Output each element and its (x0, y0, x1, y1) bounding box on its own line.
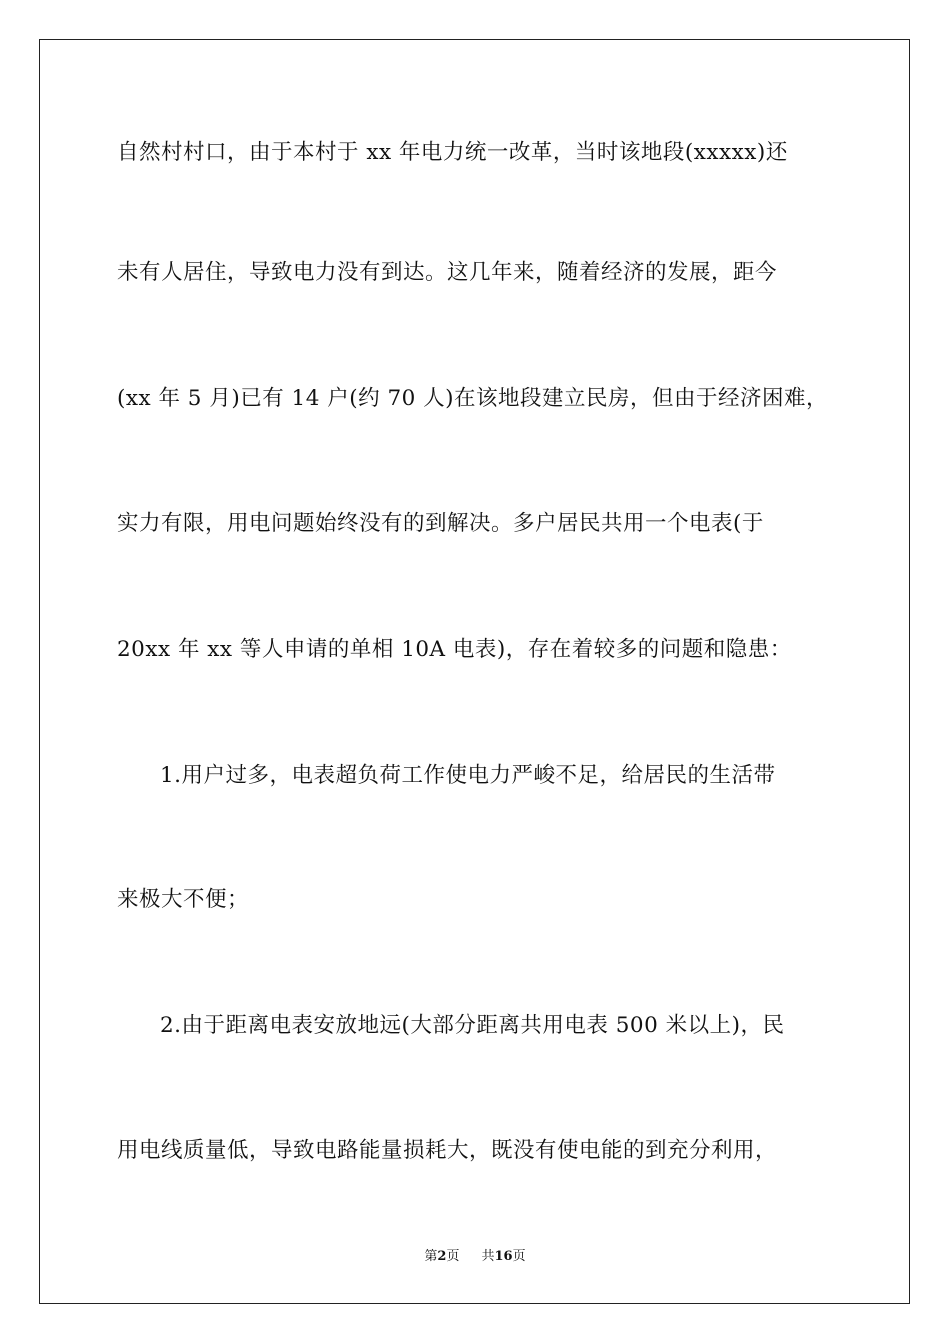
list-item-2-line-2: 用电线质量低，导致电路能量损耗大，既没有使电能的到充分利用， (117, 1138, 778, 1163)
list-item-1-line-2: 来极大不便； (117, 887, 250, 912)
page-footer (0, 1248, 950, 1266)
footer-total-prefix: 共 (481, 1249, 495, 1264)
footer-total-pages: 16 (494, 1249, 513, 1264)
body-line-5: 20xx 年 xx 等人申请的单相 10A 电表)，存在着较多的问题和隐患： (117, 637, 792, 662)
body-line-1: 自然村村口，由于本村于 xx 年电力统一改革，当时该地段(xxxxx)还 (117, 140, 788, 165)
body-line-3: (xx 年 5 月)已有 14 户(约 70 人)在该地段建立民房，但由于经济困难， (117, 386, 829, 411)
footer-total-suffix: 页 (512, 1249, 526, 1264)
footer-page-number: 2 (437, 1249, 447, 1264)
body-line-2: 未有人居住，导致电力没有到达。这几年来，随着经济的发展，距今 (117, 260, 778, 285)
page-border (39, 39, 910, 1304)
footer-page-prefix: 第 (424, 1249, 438, 1264)
list-item-1-line-1: 1.用户过多，电表超负荷工作使电力严峻不足，给居民的生活带 (160, 763, 776, 788)
list-item-2-line-1: 2.由于距离电表安放地远(大部分距离共用电表 500 米以上)，民 (160, 1013, 785, 1038)
footer-page-suffix: 页 (446, 1249, 460, 1264)
body-line-4: 实力有限，用电问题始终没有的到解决。多户居民共用一个电表(于 (117, 511, 764, 536)
